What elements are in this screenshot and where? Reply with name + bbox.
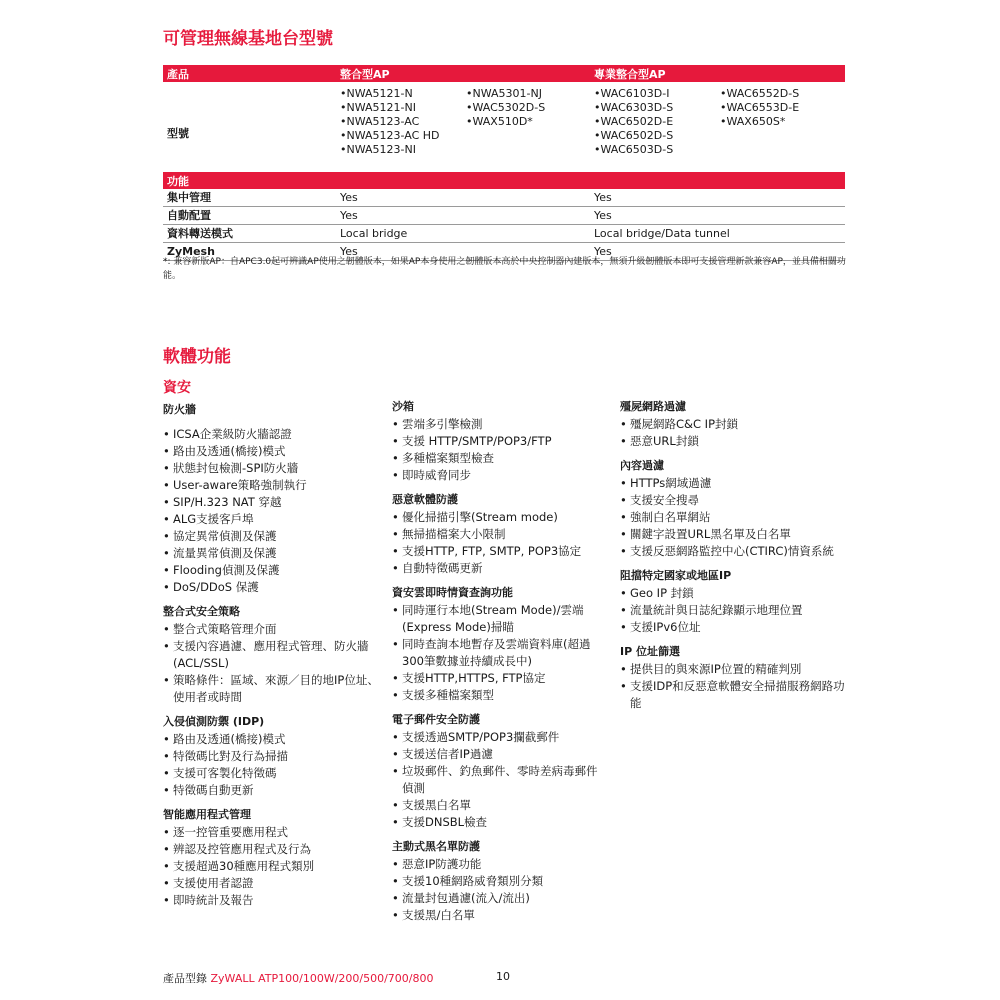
- group-title: 惡意軟體防護: [392, 493, 458, 506]
- list-item: • 策略條件：區域、來源／目的地IP位址、使用者或時間: [163, 672, 383, 706]
- list-item: • 路由及透通(橋接)模式: [163, 731, 383, 748]
- group-title: 阻擋特定國家或地區IP: [620, 569, 732, 582]
- group-title: 電子郵件安全防護: [392, 713, 480, 726]
- list-item: • 支援黑白名單: [392, 797, 607, 814]
- list-item: • 流量封包過濾(流入/流出): [392, 890, 607, 907]
- model-item: • WAC6502D-E: [594, 115, 673, 129]
- list-item: • 支援IDP和反惡意軟體安全掃描服務網路功能: [620, 678, 845, 712]
- list-item: • 流量統計與日誌紀錄顯示地理位置: [620, 602, 845, 619]
- list-item: • 協定異常偵測及保護: [163, 528, 383, 545]
- list-item: • Flooding偵測及保護: [163, 562, 383, 579]
- feature-pro: Local bridge/Data tunnel: [594, 227, 730, 240]
- page-number: 10: [496, 970, 510, 983]
- list-item: • 即時統計及報告: [163, 892, 383, 909]
- list-item: • 支援多種檔案類型: [392, 687, 607, 704]
- feature-row: [163, 207, 845, 225]
- feature-name: 自動配置: [167, 209, 211, 222]
- footer-prefix: 產品型錄: [163, 972, 211, 985]
- feature-row: [163, 189, 845, 207]
- list-item: • DoS/DDoS 保護: [163, 579, 383, 596]
- list-item: • 多種檔案類型檢查: [392, 450, 607, 467]
- feature-integrated: Local bridge: [340, 227, 408, 240]
- header-product: 產品: [167, 68, 189, 81]
- model-item: • WAC6503D-S: [594, 143, 673, 157]
- feature-pro: Yes: [594, 245, 612, 258]
- list-item: • 強制白名單網站: [620, 509, 845, 526]
- model-item: • WAX510D*: [466, 115, 545, 129]
- models-col2: [466, 87, 545, 129]
- model-item: • WAC6303D-S: [594, 101, 673, 115]
- list-item: • 提供目的與來源IP位置的精確判別: [620, 661, 845, 678]
- list-item: • 支援反惡網路監控中心(CTIRC)情資系統: [620, 543, 845, 560]
- models-col1: [340, 87, 440, 157]
- list-item: • 自動特徵碼更新: [392, 560, 607, 577]
- list-item: • 支援HTTP,HTTPS, FTP協定: [392, 670, 607, 687]
- list-item: • 支援可客製化特徵碼: [163, 765, 383, 782]
- list-item: • 即時威脅同步: [392, 467, 607, 484]
- group-title: IP 位址篩選: [620, 645, 680, 658]
- list-item: • 支援HTTP, FTP, SMTP, POP3協定: [392, 543, 607, 560]
- list-item: • 無掃描檔案大小限制: [392, 526, 607, 543]
- list-item: • SIP/H.323 NAT 穿越: [163, 494, 383, 511]
- list-item: • 支援安全搜尋: [620, 492, 845, 509]
- list-item: • 支援透過SMTP/POP3攔截郵件: [392, 729, 607, 746]
- group-title: 入侵偵測防禦 (IDP): [163, 715, 265, 728]
- features-label: 功能: [167, 175, 189, 188]
- model-item: • NWA5123-NI: [340, 143, 440, 157]
- list-item: • 支援IPv6位址: [620, 619, 845, 636]
- table-header-row: [163, 65, 845, 82]
- list-item: • 關鍵字設置URL黑名單及白名單: [620, 526, 845, 543]
- list-item: • ALG支援客戶埠: [163, 511, 383, 528]
- list-item: • 逐一控管重要應用程式: [163, 824, 383, 841]
- feature-name: ZyMesh: [167, 245, 215, 258]
- list-item: • 支援 HTTP/SMTP/POP3/FTP: [392, 433, 607, 450]
- group-title: 智能應用程式管理: [163, 808, 251, 821]
- list-item: • 支援DNSBL檢查: [392, 814, 607, 831]
- list-item: • 同時運行本地(Stream Mode)/雲端(Express Mode)掃瞄: [392, 602, 607, 636]
- model-item: • WAC6553D-E: [720, 101, 799, 115]
- feature-name: 資料轉送模式: [167, 227, 233, 240]
- models-row: [163, 82, 845, 172]
- list-item: • HTTPs網域過濾: [620, 475, 845, 492]
- list-item: • 辨認及控管應用程式及行為: [163, 841, 383, 858]
- model-item: • NWA5123-AC: [340, 115, 440, 129]
- feature-pro: Yes: [594, 191, 612, 204]
- feature-integrated: Yes: [340, 191, 358, 204]
- ap-model-table: [163, 65, 845, 261]
- list-item: • 垃圾郵件、釣魚郵件、零時差病毒郵件偵測: [392, 763, 607, 797]
- list-item: • Geo IP 封鎖: [620, 585, 845, 602]
- list-item: • 殭屍網路C&C IP封鎖: [620, 416, 845, 433]
- list-item: • 狀態封包檢測-SPI防火牆: [163, 460, 383, 477]
- model-item: • NWA5301-NJ: [466, 87, 545, 101]
- model-item: • NWA5123-AC HD: [340, 129, 440, 143]
- footer: [163, 970, 434, 986]
- list-item: • 支援黑/白名單: [392, 907, 607, 924]
- list-item: • User-aware策略強制執行: [163, 477, 383, 494]
- group-title: 沙箱: [392, 400, 414, 413]
- feature-integrated: Yes: [340, 245, 358, 258]
- managed-ap-title: 可管理無線基地台型號: [163, 29, 333, 49]
- list-item: • 優化掃描引擎(Stream mode): [392, 509, 607, 526]
- group-title: 資安雲即時情資查詢功能: [392, 586, 513, 599]
- header-integrated-ap: 整合型AP: [340, 68, 390, 81]
- software-title: 軟體功能: [163, 347, 231, 367]
- model-item: • WAC6103D-I: [594, 87, 673, 101]
- feature-name: 集中管理: [167, 191, 211, 204]
- header-pro-ap: 專業整合型AP: [594, 68, 666, 81]
- group-title: 防火牆: [163, 403, 196, 416]
- list-item: • 支援超過30種應用程式類別: [163, 858, 383, 875]
- group-title: 殭屍網路過濾: [620, 400, 686, 413]
- list-item: • 流量異常偵測及保護: [163, 545, 383, 562]
- list-item: • 同時查詢本地暫存及雲端資料庫(超過300筆數據並持續成長中): [392, 636, 607, 670]
- list-item: • 特徵碼比對及行為掃描: [163, 748, 383, 765]
- list-item: • 特徵碼自動更新: [163, 782, 383, 799]
- model-item: • WAC5302D-S: [466, 101, 545, 115]
- list-item: • ICSA企業級防火牆認證: [163, 426, 383, 443]
- list-item: • 路由及透通(橋接)模式: [163, 443, 383, 460]
- list-item: • 支援10種網路威脅類別分類: [392, 873, 607, 890]
- group-title: 主動式黑名單防護: [392, 840, 480, 853]
- feature-column-3: [620, 398, 845, 712]
- model-item: • NWA5121-N: [340, 87, 440, 101]
- list-item: • 惡意URL封鎖: [620, 433, 845, 450]
- model-item: • WAX650S*: [720, 115, 799, 129]
- model-item: • WAC6502D-S: [594, 129, 673, 143]
- models-col3: [594, 87, 673, 157]
- security-title: 資安: [163, 380, 191, 396]
- feature-row: [163, 225, 845, 243]
- footer-product: ZyWALL ATP100/100W/200/500/700/800: [210, 972, 434, 985]
- feature-column-1: [163, 377, 383, 909]
- model-item: • WAC6552D-S: [720, 87, 799, 101]
- list-item: • 支援使用者認證: [163, 875, 383, 892]
- compatibility-note: *: 兼容新版AP：自APC3.0起可辨識AP使用之韌體版本，如果AP本身使用之韌體版本高於中央控制器內建版本，無須升級韌體版本即可支援管理新款兼容AP，並具備相關功能。: [163, 257, 846, 281]
- feature-integrated: Yes: [340, 209, 358, 222]
- group-title: 內容過濾: [620, 459, 664, 472]
- model-item: • NWA5121-NI: [340, 101, 440, 115]
- list-item: • 支援內容過濾、應用程式管理、防火牆(ACL/SSL): [163, 638, 383, 672]
- model-label: 型號: [167, 127, 189, 140]
- features-header-row: [163, 172, 845, 189]
- feature-pro: Yes: [594, 209, 612, 222]
- list-item: • 惡意IP防護功能: [392, 856, 607, 873]
- list-item: • 支援送信者IP過濾: [392, 746, 607, 763]
- group-title: 整合式安全策略: [163, 605, 240, 618]
- feature-column-2: [392, 398, 607, 924]
- list-item: • 整合式策略管理介面: [163, 621, 383, 638]
- list-item: • 雲端多引擎檢測: [392, 416, 607, 433]
- models-col4: [720, 87, 799, 129]
